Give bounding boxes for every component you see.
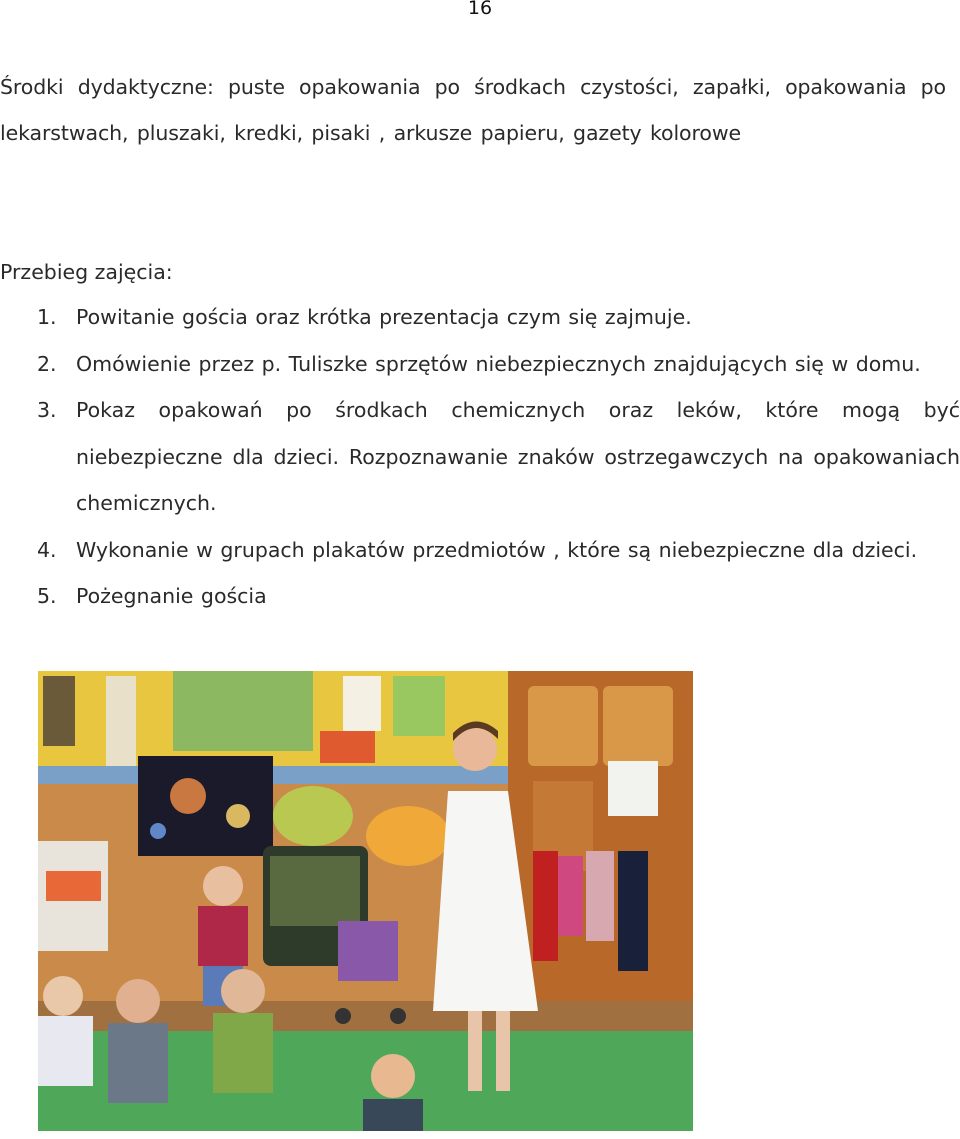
child-head	[116, 979, 160, 1023]
step-text: Wykonanie w grupach plakatów przedmiotów , które są niebezpieczne dla dzieci.	[76, 537, 918, 562]
child-head	[43, 976, 83, 1016]
poster	[43, 676, 75, 746]
poster-picture	[173, 671, 313, 751]
step-number: 4.	[37, 537, 57, 562]
planet	[150, 823, 166, 839]
child-shirt	[363, 1099, 423, 1131]
hanging-coat	[618, 851, 648, 971]
hanging-coat	[533, 851, 558, 961]
poster	[393, 676, 445, 736]
space-poster	[138, 756, 273, 856]
list-item	[0, 573, 960, 620]
step-number: 1.	[37, 305, 57, 329]
step-text: Pokaz opakowań po środkach chemicznych oraz leków, które mogą być niebezpieczne dla dzieci. Rozpoznawanie znaków ostrzegawczych na opakowaniach chemicznych.	[76, 398, 960, 515]
cloud-shape	[366, 806, 450, 866]
door-window-left	[528, 686, 598, 766]
step-number: 5.	[37, 584, 57, 608]
child-head	[221, 969, 265, 1013]
child-shirt	[38, 1016, 93, 1086]
step-text: Powitanie gościa oraz krótka prezentacja czym się zajmuje.	[76, 305, 692, 329]
child-red-shirt	[198, 906, 248, 966]
list-item	[0, 341, 960, 388]
hanging-coat	[558, 856, 583, 936]
planet	[226, 804, 250, 828]
nurse-leg	[468, 1011, 482, 1091]
classroom-photo-illustration	[38, 671, 693, 1131]
planet	[170, 778, 206, 814]
poster	[343, 676, 381, 731]
armchair-pattern	[270, 856, 360, 926]
child-jacket	[108, 1023, 168, 1103]
list-item	[0, 294, 960, 341]
list-item	[0, 527, 960, 574]
poster	[106, 676, 136, 766]
nurse-leg	[496, 1011, 510, 1091]
child-head	[203, 866, 243, 906]
toy-box	[46, 871, 101, 901]
lesson-course-heading: Przebieg zajęcia:	[0, 260, 173, 284]
child-head	[371, 1054, 415, 1098]
step-text: Omówienie przez p. Tuliszke sprzętów niebezpiecznych znajdujących się w domu.	[76, 351, 921, 376]
toy-stroller	[338, 921, 398, 981]
hanging-coat	[586, 851, 614, 941]
page-number: 16	[467, 0, 493, 19]
classroom-photo	[38, 671, 693, 1131]
door-window-right	[603, 686, 673, 766]
step-number: 2.	[37, 351, 57, 376]
paper-sheet	[608, 761, 658, 816]
step-number: 3.	[37, 398, 57, 422]
teaching-materials-paragraph: Środki dydaktyczne: puste opakowania po środkach czystości, zapałki, opakowania po lekarstwach, pluszaki, kredki, pisaki , arkusze papieru, gazety kolorowe	[0, 75, 946, 145]
lesson-steps-list	[0, 294, 960, 620]
first-aid-box	[320, 731, 375, 763]
child-green-shirt	[213, 1013, 273, 1093]
cloud-shape	[273, 786, 353, 846]
step-text: Pożegnanie gościa	[76, 584, 267, 608]
wheel	[335, 1008, 351, 1024]
wheel	[390, 1008, 406, 1024]
list-item	[0, 387, 960, 527]
